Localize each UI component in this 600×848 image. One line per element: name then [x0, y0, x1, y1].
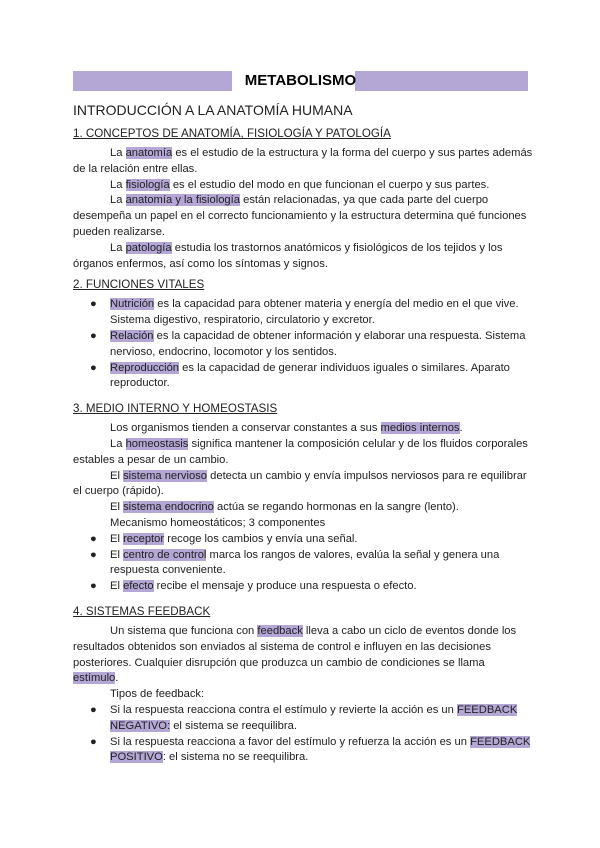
highlight: estímulo	[73, 672, 116, 685]
main-heading: INTRODUCCIÓN A LA ANATOMÍA HUMANA	[73, 102, 353, 118]
s3-paragraph-4: El sistema endocrino actúa se regando hormonas en la sangre (lento).	[110, 501, 459, 514]
bullet-icon: ●	[90, 703, 97, 716]
highlight: homeostasis	[125, 437, 189, 450]
highlight: medios internos	[380, 422, 460, 435]
s3-paragraph-5: Mecanismo homeostáticos; 3 componentes	[110, 516, 326, 529]
highlight: FEEDBACK POSITIVO	[110, 735, 531, 764]
section-4-title: 4. SISTEMAS FEEDBACK	[73, 604, 211, 618]
s4-paragraph-2: Tipos de feedback:	[110, 688, 205, 701]
list-item: ● El centro de control marca los rangos de valores, evalúa la señal y genera una respuesta conveniente.	[90, 548, 500, 577]
highlight: centro de control	[123, 548, 207, 561]
s4-paragraph-1: Un sistema que funciona con feedback lleva a cabo un ciclo de eventos donde los resultados obtenidos son enviados al sistema de control e influyen en las decisiones posteriores. Cualquier disrupción que produzca un cambio de condiciones se llama estímulo.	[73, 624, 517, 685]
s3-paragraph-1: Los organismos tienden a conservar constantes a sus medios internos.	[110, 422, 463, 435]
title-text: METABOLISMO	[244, 72, 357, 89]
highlight: feedback	[257, 624, 303, 637]
list-item: ● Nutrición es la capacidad para obtener materia y energía del medio en el que vive. Sistema digestivo, respiratorio, circulatorio y excretor.	[90, 298, 519, 327]
bullet-icon: ●	[90, 580, 97, 593]
s1-paragraph-4: La patología estudia los trastornos anatómicos y fisiológicos de los tejidos y los órganos enfermos, así como los síntomas y signos.	[73, 241, 503, 270]
highlight: receptor	[123, 532, 165, 545]
highlight: Relación	[110, 329, 154, 342]
highlight: anatomía	[125, 147, 173, 159]
list-item: ● Si la respuesta reacciona a favor del estímulo y refuerza la acción es un FEEDBACK POSITIVO: el sistema no se reequilibra.	[90, 735, 531, 764]
document-title	[73, 71, 528, 91]
s3-paragraph-2: La homeostasis significa mantener la composición celular y de los fluidos corporales estables a pesar de un cambio.	[73, 437, 528, 466]
bullet-icon: ●	[90, 329, 97, 342]
list-item: ● Si la respuesta reacciona contra el estímulo y revierte la acción es un FEEDBACK NEGATIVO: el sistema se reequilibra.	[90, 703, 518, 732]
s1-paragraph-2: La fisiología es el estudio del modo en que funcionan el cuerpo y sus partes.	[110, 178, 490, 191]
highlight: Reproducción	[110, 361, 180, 374]
highlight: Nutrición	[110, 298, 155, 311]
s3-paragraph-3: El sistema nervioso detecta un cambio y envía impulsos nerviosos para re equilibrar el cuerpo (rápido).	[73, 469, 527, 498]
highlight: anatomía y la fisiología	[125, 194, 240, 207]
section-2-title: 2. FUNCIONES VITALES	[73, 278, 205, 292]
s3-list	[73, 532, 533, 595]
bullet-icon: ●	[90, 532, 97, 545]
bullet-icon: ●	[90, 548, 97, 561]
list-item: ● El efecto recibe el mensaje y produce una respuesta o efecto.	[73, 579, 533, 595]
s1-paragraph-1: La anatomía es el estudio de la estructura y la forma del cuerpo y sus partes además de la relación entre ellas.	[73, 147, 533, 175]
highlight: sistema endocrino	[123, 501, 214, 514]
highlight: efecto	[123, 580, 154, 593]
bullet-icon: ●	[90, 298, 97, 311]
s1-paragraph-3: La anatomía y la fisiología están relacionadas, ya que cada parte del cuerpo desempeña un papel en el correcto funcionamiento y la estructura determina qué funciones pueden realizarse.	[73, 194, 527, 238]
document-body	[73, 100, 533, 766]
bullet-icon: ●	[90, 735, 97, 748]
bullet-icon: ●	[90, 361, 97, 374]
highlight: fisiología	[125, 178, 170, 191]
highlight: sistema nervioso	[123, 469, 208, 482]
section-1-title: 1. CONCEPTOS DE ANATOMÍA, FISIOLOGÍA Y PATOLOGÍA	[73, 127, 391, 140]
s2-list	[73, 297, 533, 392]
highlight: patología	[125, 241, 172, 254]
list-item: ● Reproducción es la capacidad de generar individuos iguales o similares. Aparato reproductor.	[90, 361, 510, 390]
list-item: ● El receptor recoge los cambios y envía una señal.	[73, 532, 533, 548]
list-item: ● Relación es la capacidad de obtener información y elaborar una respuesta. Sistema nervioso, endocrino, locomotor y los sentidos.	[90, 329, 526, 358]
section-3-title: 3. MEDIO INTERNO Y HOMEOSTASIS	[73, 402, 278, 416]
s4-list	[73, 703, 533, 766]
highlight: FEEDBACK NEGATIVO:	[110, 703, 518, 732]
